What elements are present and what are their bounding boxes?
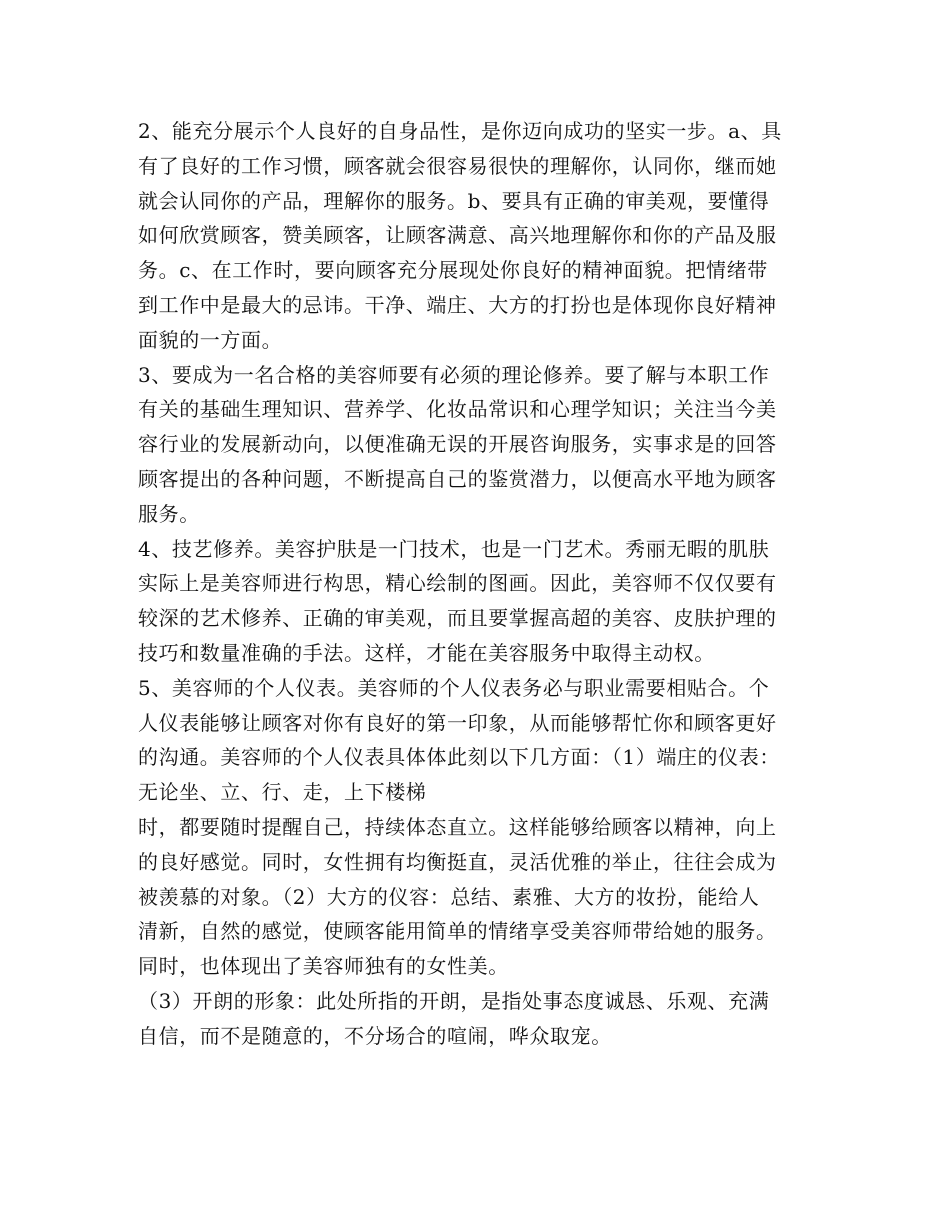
text-line-26: （3）开朗的形象：此处所指的开朗，是指处事态度诚恳、乐观、充满 <box>138 988 770 1013</box>
text-line-2: 有了良好的工作习惯，顾客就会很容易很快的理解你，认同你，继而她 <box>138 153 777 178</box>
text-line-23: 被羡慕的对象。（2）大方的仪容：总结、素雅、大方的妆扮，能给人 <box>138 884 760 909</box>
text-line-6: 到工作中是最大的忌讳。干净、端庄、大方的打扮也是体现你良好精神 <box>138 292 777 317</box>
text-line-9: 有关的基础生理知识、营养学、化妆品常识和心理学知识；关注当今美 <box>138 397 777 422</box>
text-line-21: 时，都要随时提醒自己，持续体态直立。这样能够给顾客以精神，向上 <box>138 814 777 839</box>
text-line-10: 容行业的发展新动向，以便准确无误的开展咨询服务，实事求是的回答 <box>138 432 777 457</box>
text-line-15: 较深的艺术修养、正确的审美观，而且要掌握高超的美容、皮肤护理的 <box>138 606 777 631</box>
text-line-19: 的沟通。美容师的个人仪表具体体此刻以下几方面：（1）端庄的仪表： <box>138 745 780 770</box>
text-line-27: 自信，而不是随意的，不分场合的喧闹，哗众取宠。 <box>138 1023 612 1048</box>
text-line-4: 如何欣赏顾客，赞美顾客，让顾客满意、高兴地理解你和你的产品及服 <box>138 223 777 248</box>
text-line-5: 务。c、在工作时，要向顾客充分展现处你良好的精神面貌。把情绪带 <box>138 258 768 283</box>
text-line-7: 面貌的一方面。 <box>138 327 283 352</box>
text-line-20: 无论坐、立、行、走，上下楼梯 <box>138 780 427 805</box>
text-line-13: 4、技艺修养。美容护肤是一门技术，也是一门艺术。秀丽无暇的肌肤 <box>138 536 770 561</box>
text-line-1: 2、能充分展示个人良好的自身品性，是你迈向成功的坚实一步。a、具 <box>138 119 782 143</box>
text-line-16: 技巧和数量准确的手法。这样，才能在美容服务中取得主动权。 <box>138 640 715 665</box>
text-line-11: 顾客提出的各种问题，不断提高自己的鉴赏潜力，以便高水平地为顾客 <box>138 466 777 491</box>
text-line-3: 就会认同你的产品，理解你的服务。b、要具有正确的审美观，要懂得 <box>138 188 770 213</box>
text-line-22: 的良好感觉。同时，女性拥有均衡挺直，灵活优雅的举止，往往会成为 <box>138 849 777 874</box>
text-line-25: 同时，也体现出了美容师独有的女性美。 <box>138 954 509 979</box>
document-body <box>138 114 818 1054</box>
text-line-24: 清新，自然的感觉，使顾客能用简单的情绪享受美容师带给她的服务。 <box>138 919 777 944</box>
text-line-8: 3、要成为一名合格的美容师要有必须的理论修养。要了解与本职工作 <box>138 362 770 387</box>
text-line-12: 服务。 <box>138 501 200 526</box>
text-line-14: 实际上是美容师进行构思，精心绘制的图画。因此，美容师不仅仅要有 <box>138 571 777 596</box>
text-line-18: 人仪表能够让顾客对你有良好的第一印象，从而能够帮忙你和顾客更好 <box>138 710 777 735</box>
text-line-17: 5、美容师的个人仪表。美容师的个人仪表务必与职业需要相贴合。个 <box>138 675 770 700</box>
